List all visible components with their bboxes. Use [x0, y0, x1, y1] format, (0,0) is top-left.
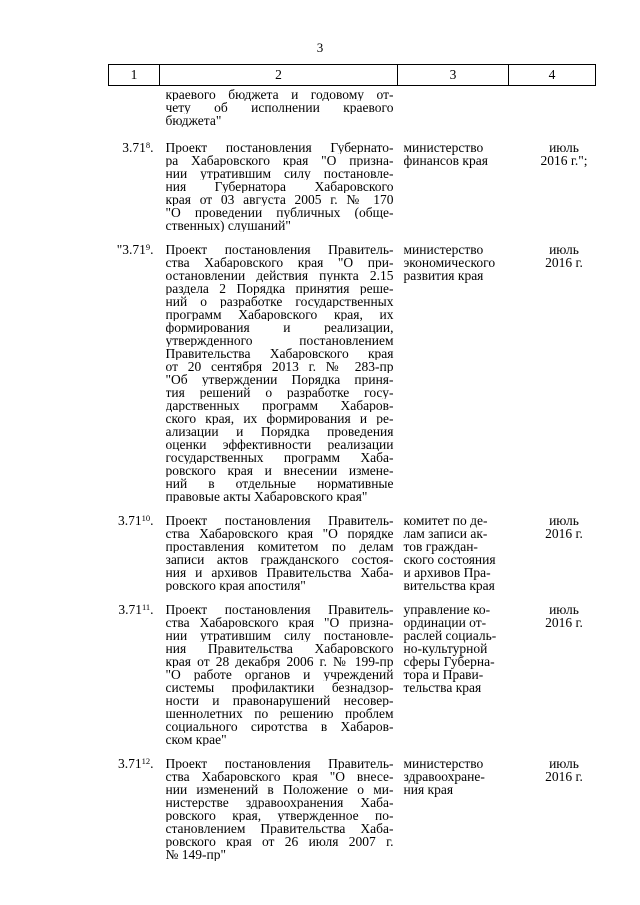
item-number-cell — [109, 141, 160, 243]
item-number: 3.71 — [118, 756, 142, 771]
item-number-cell — [109, 243, 160, 514]
item-name-cell — [160, 514, 398, 603]
item-number-superscript: 12 — [141, 756, 151, 766]
item-number-suffix: . — [150, 140, 154, 155]
name-line: записи актов гражданского состоя- — [165, 553, 394, 566]
executor-line: финансов края — [403, 153, 488, 168]
executor-line: тора и Прави- — [403, 667, 484, 682]
executor-line: и архивов Пра- — [403, 565, 491, 580]
name-line: ровского края апостиля" — [165, 579, 306, 592]
executor-line: управление ко- — [403, 602, 491, 617]
term-line: июль — [549, 242, 579, 257]
name-line: ра Хабаровского края "О призна- — [165, 154, 394, 167]
name-line: № 149-пр" — [165, 848, 226, 861]
item-number-suffix: . — [150, 756, 154, 771]
name-line: нии утратившим силу постановле- — [165, 167, 394, 180]
item-number-superscript: 11 — [141, 602, 151, 612]
term-line: 2016 г."; — [540, 153, 588, 168]
term-line: 2016 г. — [545, 526, 583, 541]
item-name-cell — [160, 757, 398, 872]
plan-table — [108, 64, 596, 872]
name-line: ского края, их формирования и ре- — [165, 412, 394, 425]
executor-line: комитет по де- — [403, 513, 488, 528]
item-number-superscript: 8 — [145, 140, 151, 150]
page-number: 3 — [316, 40, 324, 55]
executor-line: министерство — [403, 140, 484, 155]
item-name-cell — [160, 243, 398, 514]
continuation-executor-cell — [398, 86, 509, 142]
item-number: 3.71 — [122, 140, 146, 155]
table-row — [109, 243, 596, 514]
name-line: Проект постановления Губернато- — [165, 141, 394, 154]
name-line: ровского края и внесении измене- — [165, 464, 394, 477]
item-number-suffix: . — [150, 602, 154, 617]
executor-line: здравоохране- — [403, 769, 485, 784]
item-number-superscript: 9 — [145, 242, 151, 252]
term-cell — [509, 757, 596, 872]
item-number-superscript: 10 — [141, 513, 151, 523]
name-line: нии изменений в Положение о ми- — [165, 783, 394, 796]
executor-line: ского состояния — [403, 552, 496, 567]
name-line: "О работе органов и учреждений — [165, 668, 394, 681]
name-line: проставления комитетом по делам — [165, 540, 394, 553]
executor-line: ния края — [403, 782, 454, 797]
name-line: ровского края, утвержденное по- — [165, 809, 394, 822]
name-line: ний о разработке государственных — [165, 295, 394, 308]
executor-cell — [398, 757, 509, 872]
term-line: 2016 г. — [545, 255, 583, 270]
name-line: раздела 2 Порядка принятия реше- — [165, 282, 394, 295]
item-number: "3.71 — [116, 242, 146, 257]
name-line: становлением Правительства Хаба- — [165, 822, 394, 835]
executor-line: сферы Губерна- — [403, 654, 495, 669]
term-cell — [509, 514, 596, 603]
executor-line: раслей социаль- — [403, 628, 497, 643]
name-line: Проект постановления Правитель- — [165, 514, 394, 527]
name-line: ния и архивов Правительства Хаба- — [165, 566, 394, 579]
executor-line: лам записи ак- — [403, 526, 488, 541]
item-number-cell — [109, 757, 160, 872]
item-number-cell — [109, 603, 160, 757]
name-line: программ Хабаровского края, их — [165, 308, 394, 321]
name-line: Проект постановления Правитель- — [165, 757, 394, 770]
name-line: социального сиротства в Хабаров- — [165, 720, 394, 733]
table-row — [109, 603, 596, 757]
item-number-suffix: . — [150, 242, 154, 257]
column-header-term: 4 — [509, 65, 596, 86]
column-header-executor: 3 — [398, 65, 509, 86]
table-header-row — [109, 65, 596, 86]
name-line: края от 03 августа 2005 г. № 170 — [165, 193, 394, 206]
term-line: июль — [549, 513, 579, 528]
item-name-cell — [160, 141, 398, 243]
executor-line: экономического — [403, 255, 496, 270]
executor-cell — [398, 603, 509, 757]
continuation-row — [109, 86, 596, 142]
executor-line: вительства края — [403, 578, 495, 593]
item-number: 3.71 — [118, 513, 142, 528]
item-name-cell — [160, 603, 398, 757]
name-line: дарственных программ Хабаров- — [165, 399, 394, 412]
name-line: ства Хабаровского края "О при- — [165, 256, 394, 269]
name-line: ровского края от 26 июля 2007 г. — [165, 835, 394, 848]
name-line: тия решений о разработке госу- — [165, 386, 394, 399]
name-line: Проект постановления Правитель- — [165, 603, 394, 616]
name-line: от 20 сентября 2013 г. № 283-пр — [165, 360, 394, 373]
table-row — [109, 514, 596, 603]
name-line: остановлении действия пункта 2.15 — [165, 269, 394, 282]
continuation-term-cell — [509, 86, 596, 142]
item-number-cell — [109, 514, 160, 603]
executor-line: тов граждан- — [403, 539, 478, 554]
name-line: ском крае" — [165, 733, 227, 746]
name-line: ства Хабаровского края "О порядке — [165, 527, 394, 540]
table-row — [109, 141, 596, 243]
term-line: июль — [549, 756, 579, 771]
name-line: формирования и реализации, — [165, 321, 394, 334]
continuation-number-cell — [109, 86, 160, 142]
executor-line: но-культурной — [403, 641, 488, 656]
executor-line: министерство — [403, 242, 484, 257]
name-line: ственных) слушаний" — [165, 219, 291, 232]
name-line: ства Хабаровского края "О призна- — [165, 616, 394, 629]
item-number: 3.71 — [118, 602, 142, 617]
executor-line: развития края — [403, 268, 484, 283]
continuation-name-cell — [160, 86, 398, 142]
name-line: ния Правительства Хабаровского — [165, 642, 394, 655]
name-line: "Об утверждении Порядка приня- — [165, 373, 394, 386]
item-number-suffix: . — [150, 513, 154, 528]
executor-line: министерство — [403, 756, 484, 771]
name-line: государственных программ Хаба- — [165, 451, 394, 464]
name-line: утвержденного постановлением — [165, 334, 394, 347]
term-line: июль — [549, 602, 579, 617]
executor-line: тельства края — [403, 680, 482, 695]
name-line: нии утратившим силу постановле- — [165, 629, 394, 642]
name-line: бюджета" — [165, 114, 222, 127]
term-cell — [509, 603, 596, 757]
name-line: чету об исполнении краевого — [165, 101, 394, 114]
executor-cell — [398, 141, 509, 243]
name-line: системы профилактики безнадзор- — [165, 681, 394, 694]
name-line: нистерстве здравоохранения Хаба- — [165, 796, 394, 809]
name-line: ния Губернатора Хабаровского — [165, 180, 394, 193]
name-line: Правительства Хабаровского края — [165, 347, 394, 360]
name-line: края от 28 декабря 2006 г. № 199-пр — [165, 655, 394, 668]
name-line: Проект постановления Правитель- — [165, 243, 394, 256]
executor-cell — [398, 243, 509, 514]
name-line: правовые акты Хабаровского края" — [165, 490, 368, 503]
name-line: шеннолетних по решению проблем — [165, 707, 394, 720]
name-line: ности и правонарушений несовер- — [165, 694, 394, 707]
term-line: 2016 г. — [545, 615, 583, 630]
name-line: краевого бюджета и годовому от- — [165, 88, 394, 101]
name-line: "О проведении публичных (обще- — [165, 206, 394, 219]
column-header-name: 2 — [160, 65, 398, 86]
term-line: 2016 г. — [545, 769, 583, 784]
term-cell — [509, 243, 596, 514]
executor-cell — [398, 514, 509, 603]
executor-line: ординации от- — [403, 615, 487, 630]
term-line: июль — [549, 140, 579, 155]
name-line: оценки эффективности реализации — [165, 438, 394, 451]
name-line: ализации и Порядка проведения — [165, 425, 394, 438]
column-header-number: 1 — [109, 65, 160, 86]
name-line: ства Хабаровского края "О внесе- — [165, 770, 394, 783]
term-cell — [509, 141, 596, 243]
table-row — [109, 757, 596, 872]
name-line: ний в отдельные нормативные — [165, 477, 394, 490]
